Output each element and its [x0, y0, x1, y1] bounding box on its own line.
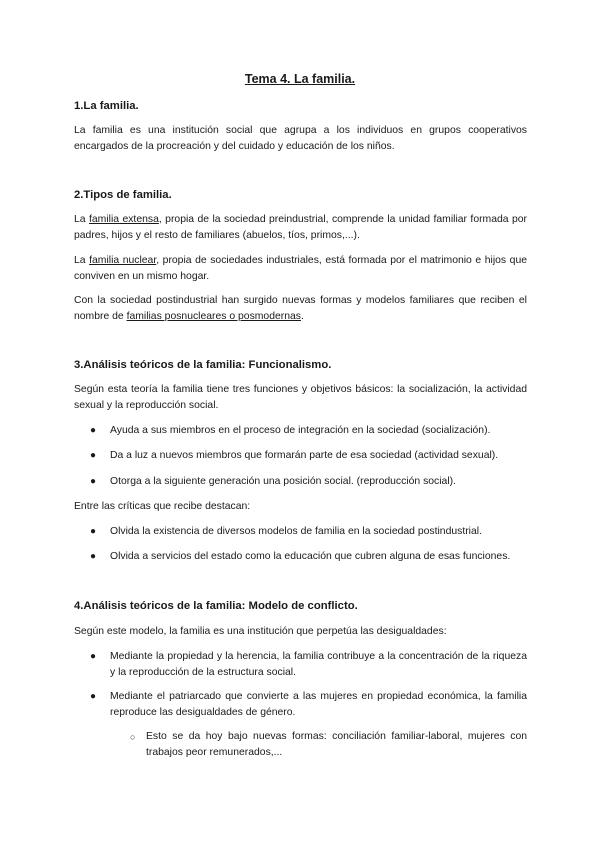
bullet-icon: ●	[90, 476, 97, 487]
list-item: Ayuda a sus miembros en el proceso de integración en la sociedad (socialización).	[110, 425, 491, 436]
bullet-icon: ●	[90, 551, 97, 562]
section-1-heading: 1.La familia.	[74, 100, 139, 112]
sub-list-item: Esto se da hoy bajo nuevas formas: conciliación familiar-laboral, mujeres con trabajos peor remunerados,...	[146, 731, 527, 758]
section-3-critics-intro: Entre las críticas que recibe destacan:	[74, 501, 251, 512]
bullet-icon: ●	[90, 425, 97, 436]
section-3-intro: Según esta teoría la familia tiene tres funciones y objetivos básicos: la socialización, la actividad sexual y la reproducción social.	[74, 384, 527, 411]
list-item: Da a luz a nuevos miembros que formarán parte de esa sociedad (actividad sexual).	[110, 450, 499, 461]
section-2-heading: 2.Tipos de familia.	[74, 189, 172, 201]
section-4-heading: 4.Análisis teóricos de la familia: Modelo de conflicto.	[74, 600, 358, 612]
list-item: Olvida a servicios del estado como la educación que cubren alguna de esas funciones.	[110, 551, 511, 562]
section-4-intro: Según este modelo, la familia es una institución que perpetúa las desigualdades:	[74, 626, 447, 637]
section-2-paragraph-posnucleares: Con la sociedad postindustrial han surgido nuevas formas y modelos familiares que reciben el nombre de familias posnucleares o posmodernas.	[74, 295, 527, 322]
bullet-icon: ●	[90, 691, 97, 702]
list-item: Olvida la existencia de diversos modelos de familia en la sociedad postindustrial.	[110, 526, 482, 537]
term-familia-extensa: familia extensa	[89, 214, 159, 225]
term-familias-posnucleares: familias posnucleares o posmodernas	[126, 311, 301, 322]
page-title: Tema 4. La familia.	[244, 72, 356, 86]
bullet-icon: ●	[90, 651, 97, 662]
sub-bullet-icon: ○	[130, 732, 136, 742]
section-2-paragraph-nuclear: La familia nuclear, propia de sociedades industriales, está formada por el matrimonio e hijos que conviven en un mismo hogar.	[74, 255, 527, 282]
term-familia-nuclear: familia nuclear	[89, 255, 157, 266]
section-1-paragraph: La familia es una institución social que agrupa a los individuos en grupos cooperativos encargados de la procreación y del cuidado y educación de los niños.	[74, 125, 527, 152]
bullet-icon: ●	[90, 526, 97, 537]
section-3-heading: 3.Análisis teóricos de la familia: Funcionalismo.	[74, 359, 332, 371]
list-item: Otorga a la siguiente generación una posición social. (reproducción social).	[110, 476, 456, 487]
section-2-paragraph-extensa: La familia extensa, propia de la sociedad preindustrial, comprende la unidad familiar formada por padres, hijos y el resto de familiares (abuelos, tíos, primos,...).	[74, 214, 527, 241]
list-item: Mediante el patriarcado que convierte a las mujeres en propiedad económica, la familia reproduce las desigualdades de género.	[110, 691, 527, 718]
list-item: Mediante la propiedad y la herencia, la familia contribuye a la concentración de la riqueza y la reproducción de la estructura social.	[110, 651, 527, 678]
bullet-icon: ●	[90, 450, 97, 461]
